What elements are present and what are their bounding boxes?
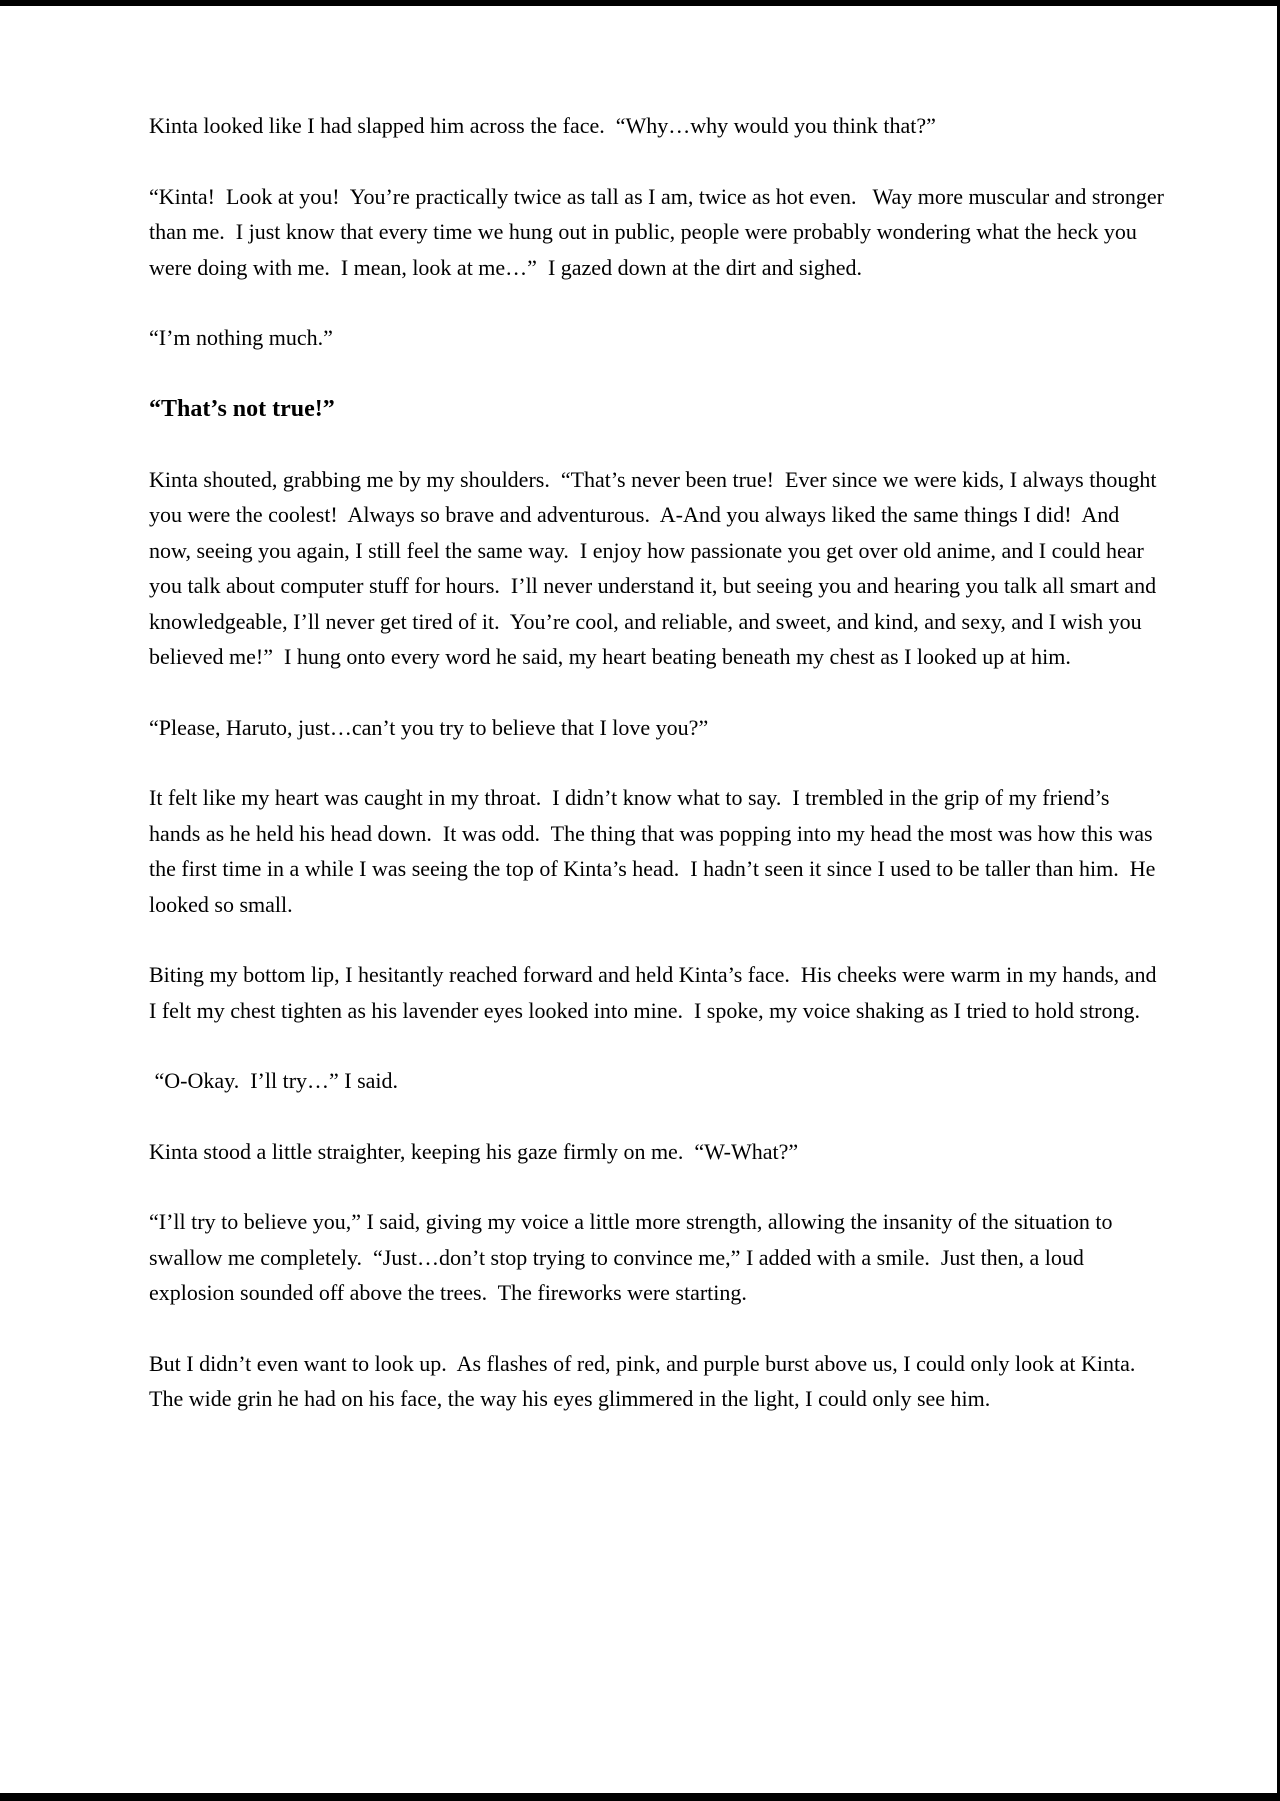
story-paragraph: But I didn’t even want to look up. As flashes of red, pink, and purple burst above us, I could only look at Kinta. The wide grin he had on his face, the way his eyes glimmered in the light, I could only see him.	[149, 1350, 1146, 1411]
page-border-bottom	[0, 1793, 1280, 1801]
story-paragraph: Kinta shouted, grabbing me by my shoulders. “That’s never been true! Ever since we were kids, I always thought you were the coolest! Always so brave and adventurous. A-And you always liked the same things I did! And now, seeing you again, I still feel the same way. I enjoy how passionate you get over old anime, and I could hear you talk about computer stuff for hours. I’ll never understand it, but seeing you and hearing you talk all smart and knowledgeable, I’ll never get tired of it. You’re cool, and reliable, and sweet, and kind, and sexy, and I wish you believed me!” I hung onto every word he said, my heart beating beneath my chest as I looked up at him.	[149, 466, 1162, 669]
story-paragraph: Biting my bottom lip, I hesitantly reached forward and held Kinta’s face. His cheeks were warm in my hands, and I felt my chest tighten as his lavender eyes looked into mine. I spoke, my voice shaking as I tried to hold strong.	[149, 962, 1162, 1023]
story-paragraph: Kinta stood a little straighter, keeping his gaze firmly on me. “W-What?”	[149, 1138, 799, 1164]
story-paragraph: “Please, Haruto, just…can’t you try to believe that I love you?”	[149, 714, 709, 740]
story-paragraph: “I’m nothing much.”	[149, 325, 333, 350]
story-paragraph: “I’ll try to believe you,” I said, giving my voice a little more strength, allowing the insanity of the situation to swallow me completely. “Just…don’t stop trying to convince me,” I added with a smile. Just then, a loud explosion sounded off above the trees. The fireworks were starting.	[149, 1209, 1119, 1305]
story-heading: “That’s not true!”	[149, 395, 335, 422]
page-border-top	[0, 0, 1280, 6]
story-paragraph: “O-Okay. I’ll try…” I said.	[149, 1068, 399, 1093]
story-paragraph: It felt like my heart was caught in my throat. I didn’t know what to say. I trembled in the grip of my friend’s hands as he held his head down. It was odd. The thing that was popping into my head the most was how this was the first time in a while I was seeing the top of Kinta’s head. I hadn’t seen it since I used to be taller than him. He looked so small.	[149, 785, 1161, 917]
story-text	[149, 108, 1170, 1452]
story-paragraph: Kinta looked like I had slapped him across the face. “Why…why would you think that?”	[149, 113, 936, 138]
story-paragraph: “Kinta! Look at you! You’re practically twice as tall as I am, twice as hot even. Way more muscular and stronger than me. I just know that every time we hung out in public, people were probably wondering what the heck you were doing with me. I mean, look at me…” I gazed down at the dirt and sighed.	[149, 183, 1170, 280]
